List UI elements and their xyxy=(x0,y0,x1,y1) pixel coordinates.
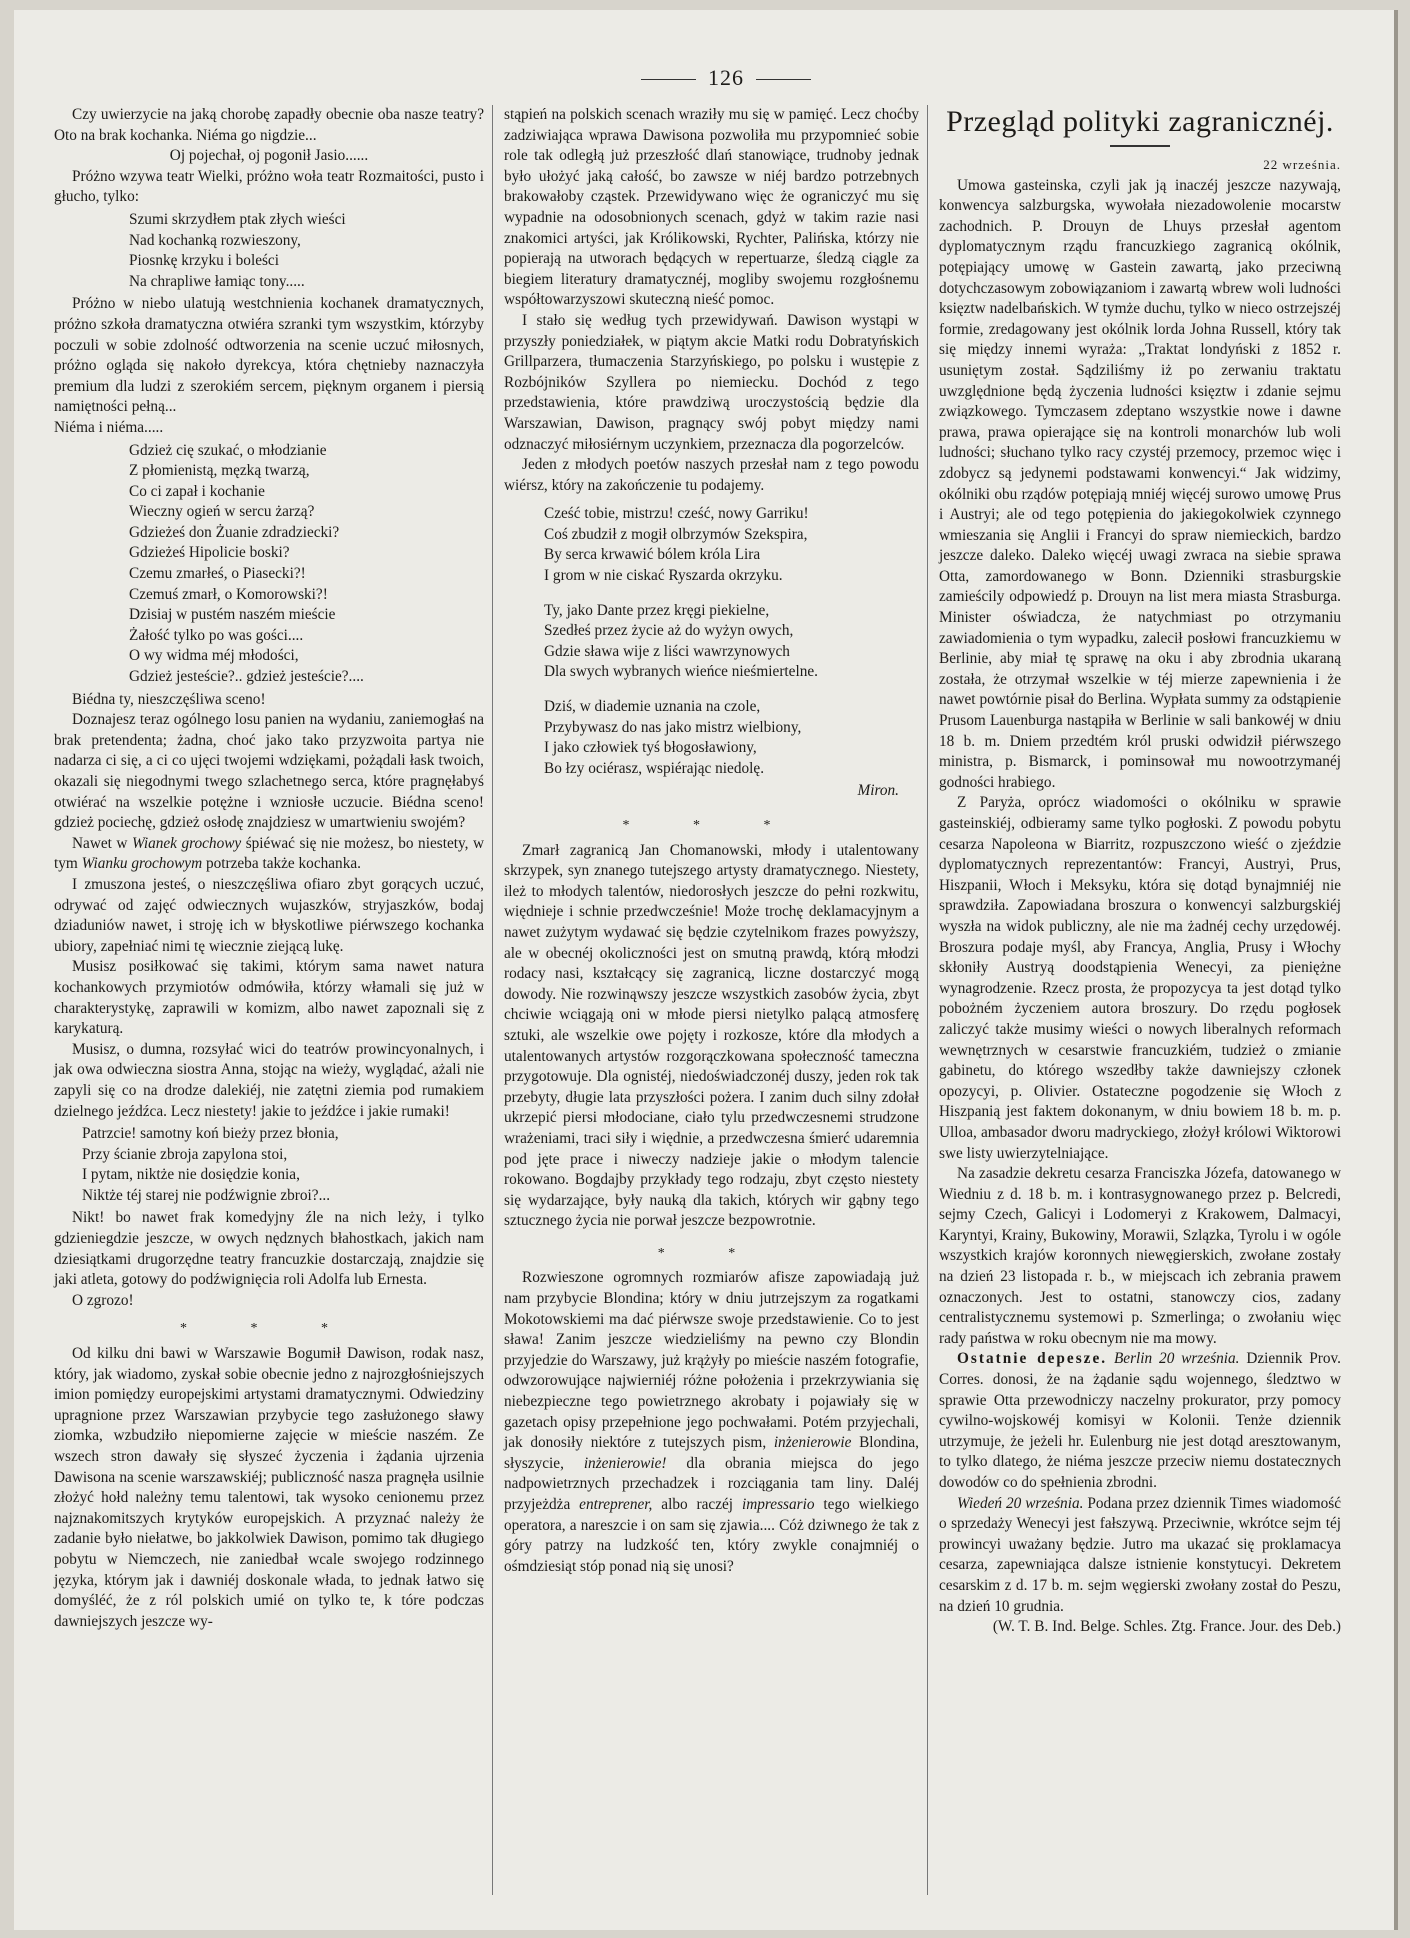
paragraph: Wiedeń 20 września. Podana przez dziennik Times wiadomość o sprzedaży Wenecyi jest fałszywą. Przeciwnie, wkrótce sejm téj prowincyi uważany będzie. Jutro ma ukazać się proklamacya cesarza, zapewniająca dalsze istnienie konstytucyi. Dekretem cesarskim z d. 17 b. m. sejm węgierski zwołany został do Peszu, na dzień 10 grudnia. xyxy=(939,1494,1341,1615)
paragraph: Nikt! bo nawet frak komedyjny źle na nich leży, i tylko gdzieniegdzie jeszcze, w owych nędznych błahostkach, jakich nam dziesiątkami drugorzędne teatry francuzkie dostarczają, znajdzie się jaki atleta, gotowy do podźwignięcia roli Adolfa lub Ernesta. xyxy=(54,1209,484,1289)
section-separator: * * * xyxy=(622,818,801,833)
poem-stanza xyxy=(544,697,919,779)
column-2 xyxy=(504,105,919,1577)
paragraph: Próżno w niebo ulatują westchnienia kochanek dramatycznych, próżno szkoła dramatyczna otwiéra szranki tym wszystkim, którzyby poczuli w sobie zdolność odtworzenia na scenie uczuć miłosnych, próżno ogląda się nakoło dyrekcya, która chętnieby naznaczyła premium dla ludzi z szerokiém sercem, pięknym organem i piersią namiętności pełną... xyxy=(54,295,484,416)
paragraph: Ostatnie depesze. Berlin 20 września. Dziennik Prov. Corres. donosi, że na żądanie sądu wojennego, śledztwo w sprawie Otta przewodniczy naczelny prokurator, przy pomocy cywilno-wojskowéj komisyi w Kolonii. Tenże dziennik utrzymuje, że jeżeli hr. Eulenburg nie jest dotąd aresztowanym, to tylko dlatego, że niéma jeszcze przeciw niemu dostatecznych dowodów co do spełnienia zbrodni. xyxy=(939,1350,1342,1491)
verse xyxy=(82,1124,484,1206)
verse-line: Gdzieżeś don Żuanie zdradziecki? xyxy=(129,523,340,541)
verse-line: O wy widma méj młodości, xyxy=(129,647,299,665)
verse-line: Gdzie sława wije z liści wawrzynowych xyxy=(544,642,790,660)
verse-line: Cześć tobie, mistrzu! cześć, nowy Garriku! xyxy=(544,505,809,523)
verse-line: Coś zbudził z mogił olbrzymów Szekspira, xyxy=(544,525,808,543)
column-rule-2 xyxy=(927,105,928,1895)
paragraph: Zmarł zagranicą Jan Chomanowski, młody i utalentowany skrzypek, syn znanego tutejszego artysty dramatycznego. Niestety, ileż to młodych talentów, niedorosłych jeszcze do pełni rozkwitu, więdnieje i schnie przedwcześnie! Może trochę deklamacyjnym a nawet zużytym wydawać się będzie czytelnikom frazes powyższy, ale w obecnéj okoliczności jest on smutną prawdą, którą młodzi rodacy nasi, kształcący się zagranicą, liczne dostarczyć mogą dowody. Nie rozwinąwszy jeszcze wszystkich zasobów życia, zbyt chciwie wciągają oni w młode piersi nietylko palącą atmosferę sztuki, ale wszelkie owe pojęty i rozkosze, które dla młodych a utalentowanych artystów rozgorączkowana społeczność tameczna przygotowuje. Dla ognistéj, niedoświadczonéj duszy, jeden rok tak przebyty, długie lata przyszłości pożera. I zanim duch silny zdołał ukrzepić piersi młodociane, ciało tylu przedwczesnemi strudzone wrażeniami, traci siły i więdnie, a przedwczesna śmierć udaremnia pod jęte prace i niweczy nadzieje jakie o młodym talencie rokowano. Bogdajby przykłady tego rodzaju, zbyt często niestety się wydarzające, były nauką dla takich, których wir gąbny tego sztucznego życia nie porwał jeszcze bezpowrotnie. xyxy=(504,841,919,1230)
section-separator: * * xyxy=(657,1245,766,1261)
verse-line: I jako człowiek tyś błogosławiony, xyxy=(544,739,757,757)
paragraph: Czy uwierzycie na jaką chorobę zapadły obecnie oba nasze teatry? Oto na brak kochanka. Niéma go nigdzie... xyxy=(54,106,484,144)
verse-line: Dziś, w diademie uznania na czole, xyxy=(544,698,761,716)
verse-line: Żałość tylko po was gości.... xyxy=(129,626,304,644)
verse-line: Gdzież cię szukać, o młodzianie xyxy=(129,441,327,459)
verse-line: Niktże téj starej nie podźwignie zbroi?... xyxy=(82,1186,331,1204)
paragraph: Umowa gasteinska, czyli jak ją inaczéj jeszcze nazywają, konwencya salzburgska, wywołała niezadowolenie mocarstw zachodnich. P. Drouyn de Lhuys przesłał agentom dyplomatycznym rządu francuzkiego zagranicą okólnik, potępiający umowę w Gastein zawartą, jako przeciwną dotychczasowym zobowiązaniom i zawartą wbrew woli ludności księztw nadelbańskich. W tymże duchu, tylko w nieco ostrzejszéj formie, zredagowany jest okólnik lorda Johna Russell, który tak się między innemi wyraża: „Traktat londyński z 1852 r. usuniętym został. Sądziliśmy iż po zerwaniu traktatu uwzględnione będą życzenia ludności księztw i zdanie sejmu związkowego. Tymczasem zdeptano wszystkie nowe i dawne prawa, prawa opierające się na kontroli monarchów lub woli ludności; słuchano tylko racy czystéj przemocy, przemoc więc i zdobycz są jedynemi podstawami konwencyi.“ Jak widzimy, okólniki obu rządów potępiają mniéj więcéj surowo umowę Prus i Austryi; ale od tego potępienia do jakiegokolwiek czynnego wmieszania się Anglii i Francyi do spraw niemieckich, bardzo jeszcze daleko. Daleko więcéj uwagi zwraca na siebie sprawa Otta, zamordowanego w Bonn. Dzienniki strasburgskie zamieścily odpowiedź p. Drouyn na list mera miasta Strasburga. Minister oświadcza, że natychmiast po otrzymaniu zawiadomienia o tym wypadku, zalecił posłowi francuzkiemu w Berlinie, aby miał tę sprawę na oku i aby zbrodnia ukaraną została, że otrzymał wszelkie w téj mierze zapewnienia i że nawet powtórnie pisał do Berlina. Wypłata summy za odstąpienie Prusom Lauenburga nastąpiła w Berlinie w sali bankowéj w dniu 18 b. m. Dniem przedtém król pruski odwidził piérwszego ministra, p. Bismarck, i pominsował mu nowootrzymanéj godności hrabiego. xyxy=(939,176,1341,791)
verse-line: Nad kochanką rozwieszony, xyxy=(129,231,301,249)
verse-line: Czemuś zmarł, o Komorowski?! xyxy=(129,585,328,603)
verse-line: Szedłeś przez życie aż do wyżyn owych, xyxy=(544,622,794,640)
verse-line: I pytam, niktże nie dosiędzie konia, xyxy=(82,1166,300,1184)
source-line: (W. T. B. Ind. Belge. Schles. Ztg. France. Jour. des Deb.) xyxy=(992,1618,1341,1636)
verse-line: Szumi skrzydłem ptak złych wieści xyxy=(129,210,346,228)
verse xyxy=(129,441,484,688)
verse-line: Z płomienistą, męzką twarzą, xyxy=(129,462,310,480)
verse-line: Bo łzy ociérasz, wspiérając niedolę. xyxy=(544,759,765,777)
paragraph: Jeden z młodych poetów naszych przesłał nam z tego powodu wiérsz, który na zakończenie tu podajemy. xyxy=(504,456,919,494)
verse-line: Przy ścianie zbroja zapylona stoi, xyxy=(82,1145,288,1163)
poem-stanza xyxy=(544,504,919,586)
poem-stanza xyxy=(544,601,919,683)
column-rule-1 xyxy=(492,105,493,1895)
paragraph: Musisz posiłkować się takimi, którym sama nawet natura kochankowych przymiotów odmówiła, którzy włamali się już w charakterystykę, zaprawili w komizm, albo nawet zapoznali się z karykaturą. xyxy=(54,958,484,1038)
paragraph: Doznajesz teraz ogólnego losu panien na wydaniu, zaniemogłaś na brak pretendenta; żadna, choć jako tako przyzwoita partya nie nadarza ci się, a ci co ujęci twojemi wdziękami, pożądali łask twoich, okazali się niegodnymi twego szlachetnego serca, które pragnęłabyś otwiérać na wszelkie potężne i wzniosłe uczucie. Biédna sceno! gdzież pociechę, gdzież osłodę znajdziesz w umartwieniu swojém? xyxy=(54,711,484,832)
section-separator: * * * xyxy=(180,1321,358,1337)
paragraph: Na zasadzie dekretu cesarza Franciszka Józefa, datowanego w Wiedniu z d. 18 b. m. i kontrasygnowanego przez p. Belcredi, sejmy Czech, Galicyi i Lodomeryi z Krakowem, Dalmacyi, Karyntyi, Krainy, Bukowiny, Morawii, Szlązka, Tyrolu i w ogóle wszystkich krajów koronnych niewęgierskich, zwołane zostały na dzień 23 listopada r. b., w miejscach ich zebrania prawem oznaczonych. Jest to ostatni, stanowczy cios, zadany centralistycznemu systemowi p. Szmerlinga; o zwołaniu więc rady państwa w roku obecnym nie ma mowy. xyxy=(939,1165,1341,1347)
verse-line: Na chrapliwe łamiąc tony..... xyxy=(129,272,305,290)
paragraph: Biédna ty, nieszczęśliwa sceno! xyxy=(72,690,266,708)
paragraph: Od kilku dni bawi w Warszawie Bogumił Dawison, rodak nasz, który, jak wiadomo, zyskał sobie obecnie jedno z najrozgłośniejszych imion pomiędzy europejskimi artystami dramatycznymi. Odwiedziny upragnione przez Warszawian przybycie tego zasłużonego sławy ziomka, wzbudziło niepomierne zajęcie w mieście naszém. Ze wszech stron dawały się słyszeć życzenia i żądania ujrzenia Dawisona na scenie warszawskiéj; publiczność nasza pragnęła usilnie złożyć hołd należny temu talentowi, tak wysoko cenionemu przez najznakomitszych krytyków europejskich. A przyznać należy że zadanie było niełatwe, bo jakkolwiek Dawison, pomimo tak długiego pobytu w Niemczech, nie zaniedbał wcale swojego rodzinnego języka, którym jak i dawniéj doskonale włada, to jednak łatwo się domyśléć, że z ról polskich umié on tylko te, k tóre podczas dawniejszych jeszcze wy- xyxy=(54,1345,484,1630)
verse-line: Gdzieżeś Hipolicie boski? xyxy=(129,544,290,562)
verse-line: Patrzcie! samotny koń bieży przez błonia, xyxy=(82,1125,339,1143)
verse-line: Czemu zmarłeś, o Piasecki?! xyxy=(129,565,306,583)
verse-line: Piosnkę krzyku i boleści xyxy=(129,252,279,270)
paragraph: O zgrozo! xyxy=(72,1291,134,1309)
verse-line: Przybywasz do nas jako mistrz wielbiony, xyxy=(544,718,802,736)
paragraph: Nawet w Wianek grochowy śpiéwać się nie możesz, bo niestety, w tym Wianku grochowym potrzeba także kochanka. xyxy=(54,834,484,873)
poem-signature: Miron. xyxy=(857,782,899,800)
dateline: 22 września. xyxy=(1263,157,1341,172)
verse-line: Co ci zapał i kochanie xyxy=(129,482,265,500)
column-1 xyxy=(54,105,484,1632)
verse xyxy=(129,210,484,292)
verse-line: Gdzież jesteście?.. gdzież jesteście?.... xyxy=(129,668,364,686)
paragraph: I zmuszona jesteś, o nieszczęśliwa ofiaro zbyt gorących uczuć, odrywać od zajęć odwiecznych wujaszków, stryjaszków, bodaj dziaduniów nawet, i stroję ich w błyskotliwe piérwszego kochanka ubiory, zapełniać nimi tę wiecznie ziejącą lukę. xyxy=(54,875,484,955)
paragraph: Musisz, o dumna, rozsyłać wici do teatrów prowincyonalnych, i jak owa odwieczna siostra Anna, stojąc na wieży, wyglądać, ażali nie zapyli się co na drodze dalekiéj, nie zatętni ziemia pod rumakiem dzielnego jeźdźca. Lecz niestety! jakie to jeźdźce i jakie rumaki! xyxy=(54,1040,484,1120)
heading-rule xyxy=(1110,145,1170,147)
verse-line: I grom w nie ciskać Ryszarda okrzyku. xyxy=(544,567,783,585)
column-3 xyxy=(939,105,1341,1638)
paragraph: Niéma i niéma..... xyxy=(54,418,164,436)
paragraph: stąpień na polskich scenach wraziły mu się w pamięć. Lecz choćby zadziwiająca wprawa Dawisona pozwoliła mu przypomnieć sobie role tak odległą już przeszłość dlań stanowiące, trudnoby jednak było ułożyć jaką całość, bo zawsze w niéj bardzo potrzebnych brakowałoby cząstek. Przewidywano więc że ograniczyć mu się wypadnie na odosobnionych scenach, gdyż w takim razie nasi znakomici artyści, jak Królikowski, Rychter, Palińska, którzy nie popierają na utworach będących w repertuarze, śledzą ciągle za biegiem literatury dramatycznéj, mogliby swojemu rozgłośnemu współtowarzyszowi skuteczną nieść pomoc. xyxy=(504,106,919,309)
section-heading: Przegląd polityki zagranicznéj. xyxy=(946,105,1334,138)
page-number: 126 xyxy=(629,65,823,91)
verse-line: Ty, jako Dante przez kręgi piekielne, xyxy=(544,601,770,619)
paragraph: Oj pojechał, oj pogonił Jasio...... xyxy=(169,147,369,165)
verse-line: Dzisiaj w pustém naszém mieście xyxy=(129,606,336,624)
verse-line: Wieczny ogień w sercu żarzą? xyxy=(129,503,315,521)
verse-line: Dla swych wybranych wieńce nieśmiertelne. xyxy=(544,663,818,681)
paragraph: Próżno wzywa teatr Wielki, próżno woła teatr Rozmaitości, pusto i głucho, tylko: xyxy=(54,167,484,206)
paragraph: Rozwieszone ogromnych rozmiarów afisze zapowiadają już nam przybycie Blondina; który w dniu jutrzejszym za rogatkami Mokotowskiemi ma dać piérwsze swoje przedstawienie. Co to jest sława! Zanim jeszcze wiedzieliśmy na pewno czy Blondin przyjedzie do Warszawy, już krążyły po mieście naszém fotografie, odwzorowujące najwierniéj różne położenia i przekrzywiania się niebezpieczne tego powietrznego akrobaty i pojawiały się w gazetach opisy przepełnione jego pochwałami. Potém przyjechali, jak donosiły niektóre z tutejszych pism, inżenierowie Blondina, słyszycie, inżenierowie! dla obrania miejsca do jego nadpowietrznych przechadzek i rozciągania tam liny. Daléj przyjeżdża entreprener, albo raczéj impressario tego wielkiego operatora, a nareszcie i on sam się zjawia.... Cóż dziwnego że tak z góry patrzy na ludzkość ten, który zwykle conajmniéj o ośmdziesiąt stóp ponad nią się unosi? xyxy=(504,1269,919,1575)
paragraph: Z Paryża, oprócz wiadomości o okólniku w sprawie gasteinskiéj, odbieramy same tylko pogłoski. Z powodu pobytu cesarza Napoleona w Biarritz, rozpuszczono wieść o zjeździe dyplomatycznych reprezentantów: Francyi, Austryi, Prus, Hiszpanii, Włoch i Meksyku, która się dotąd bynajmniéj nie sprawdziła. Zapowiadana broszura o konwencyi salzburgskiéj wyszła na widok publiczny, ale nie ma żadnéj cechy urzędowéj. Broszura podaje myśl, aby Francya, Anglia, Prusy i Włochy skłoniły Austryą doodstąpienia Wenecyi, za pieniężne wynagrodzenie. Rzecz prosta, że propozycya ta jest dotąd tylko pobożném życzeniem autora broszury. Do rzędu pogłosek zaliczyć także musimy wieści o nowych liberalnych reformach wewnętrznych w cesarstwie francuzkiém, tudzież o zmianie gabinetu, do którego wszedłby także dawniejszy członek opozycyi, p. Olivier. Ostateczne pogodzenie się Włoch z Hiszpanią jest faktem dokonanym, w dniu bowiem 18 b. m. p. Ulloa, ambasador dworu madryckiego, złożył królowi Wiktorowi swe listy uwierzytelniające. xyxy=(939,794,1341,1162)
verse-line: By serca krwawić bólem króla Lira xyxy=(544,546,761,564)
newspaper-page xyxy=(14,10,1398,1930)
paragraph: I stało się według tych przewidywań. Dawison wystąpi w przyszły poniedziałek, w piątym akcie Matki rodu Dobratyńskich Grillparzera, tłumaczenia Starzyńskiego, po polsku i wustępie z Rozbójników Szyllera po niemiecku. Dochód z tego przedstawienia, które prawdziwą uroczystością będzie dla Warszawian, Dawison, pragnący swój pobyt między nami odznaczyć miłosiérnym uczynkiem, przeznacza dla pogorzelców. xyxy=(504,311,919,453)
